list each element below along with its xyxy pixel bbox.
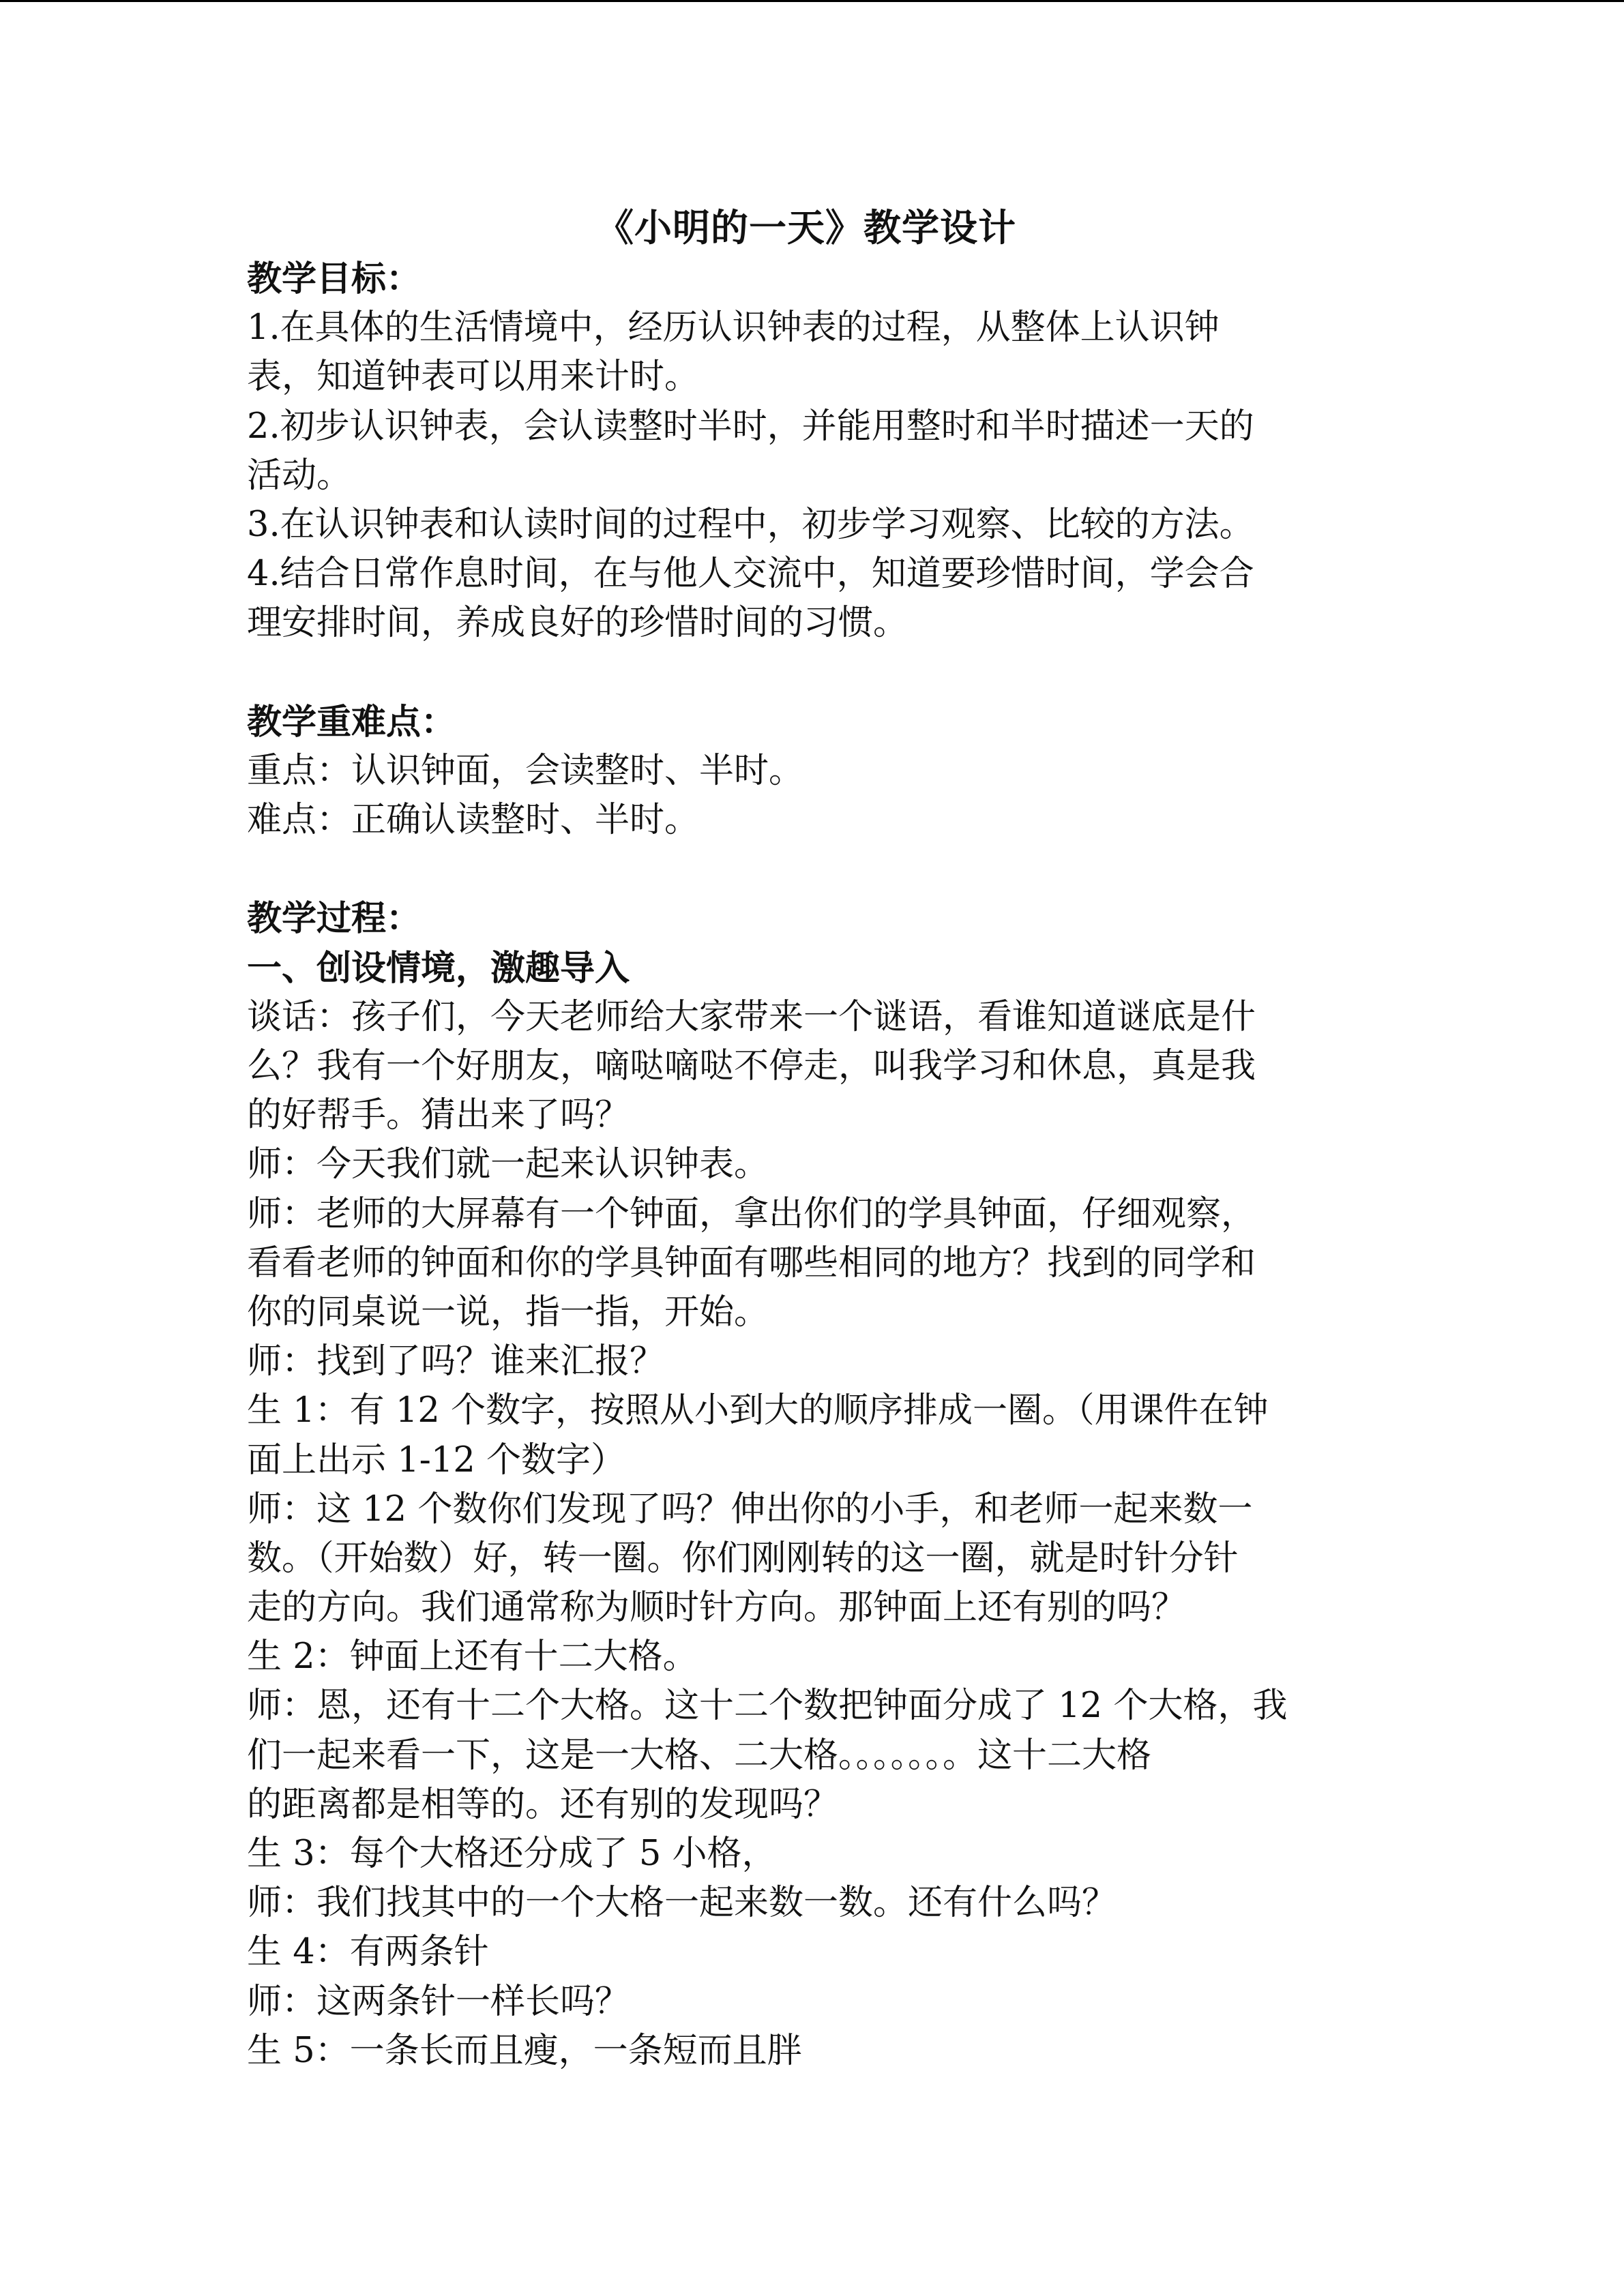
paragraph-line: 2.初步认识钟表，会认读整时半时，并能用整时和半时描述一天的 [247, 406, 1254, 447]
paragraph-line: 生 3：每个大格还分成了 5 小格， [247, 1834, 777, 1874]
subsection-heading: 一、创设情境，激趣导入 [247, 947, 630, 989]
blank-line [247, 845, 1365, 894]
paragraph-line: 们一起来看一下，这是一大格、二大格。。。。。。。这十二大格 [247, 1735, 1152, 1776]
paragraph-line: 师：恩，还有十二个大格。这十二个数把钟面分成了 12 个大格，我 [247, 1686, 1288, 1727]
paragraph-line: 师：老师的大屏幕有一个钟面，拿出你们的学具钟面，仔细观察， [247, 1193, 1256, 1234]
paragraph-line: 师：这两条针一样长吗？ [247, 1981, 630, 2022]
paragraph-line: 的距离都是相等的。还有别的发现吗？ [247, 1784, 839, 1825]
paragraph-line: 数。（开始数）好，转一圈。你们刚刚转的这一圈，就是时针分针 [247, 1538, 1239, 1579]
paragraph-line: 重点：认识钟面，会读整时、半时。 [247, 750, 804, 791]
paragraph-line: 4.结合日常作息时间，在与他人交流中，知道要珍惜时间，学会合 [247, 554, 1254, 595]
paragraph-line: 师：今天我们就一起来认识钟表。 [247, 1144, 769, 1185]
paragraph-line: 谈话：孩子们，今天老师给大家带来一个谜语，看谁知道谜底是什 [247, 996, 1256, 1037]
paragraph-line: 看看老师的钟面和你的学具钟面有哪些相同的地方？找到的同学和 [247, 1242, 1256, 1283]
paragraph-line: 么？我有一个好朋友，嘀哒嘀哒不停走，叫我学习和休息，真是我 [247, 1046, 1256, 1086]
paragraph-line: 面上出示 1-12 个数字） [247, 1440, 625, 1480]
paragraph-line: 3.在认识钟表和认读时间的过程中，初步学习观察、比较的方法。 [247, 504, 1254, 545]
paragraph-line: 师：这 12 个数你们发现了吗？伸出你的小手，和老师一起来数一 [247, 1489, 1253, 1530]
blank-line [247, 648, 1365, 698]
paragraph-line: 生 4：有两条针 [247, 1932, 489, 1973]
paragraph-line: 生 1：有 12 个数字，按照从小到大的顺序排成一圈。（用课件在钟 [247, 1390, 1269, 1431]
paragraph-line: 表，知道钟表可以用来计时。 [247, 357, 700, 398]
paragraph-line: 走的方向。我们通常称为顺时针方向。那钟面上还有别的吗？ [247, 1587, 1187, 1628]
paragraph-line: 活动。 [247, 455, 352, 496]
section-heading-process: 教学过程： [247, 898, 422, 940]
paragraph-line: 1.在具体的生活情境中，经历认识钟表的过程，从整体上认识钟 [247, 308, 1220, 348]
section-heading-key-points: 教学重难点： [247, 701, 456, 743]
paragraph-line: 师：我们找其中的一个大格一起来数一数。还有什么吗？ [247, 1883, 1117, 1924]
document-body [247, 201, 1365, 2076]
paragraph-line: 你的同桌说一说，指一指，开始。 [247, 1292, 769, 1332]
paragraph-line: 生 5：一条长而且瘦，一条短而且胖 [247, 2030, 802, 2071]
paragraph-line: 理安排时间，养成良好的珍惜时间的习惯。 [247, 603, 909, 644]
paragraph-line: 难点：正确认读整时、半时。 [247, 800, 700, 841]
document-title: 《小明的一天》教学设计 [595, 205, 1016, 250]
paragraph-line: 生 2：钟面上还有十二大格。 [247, 1637, 698, 1678]
paragraph-line: 师：找到了吗？谁来汇报？ [247, 1341, 665, 1382]
section-heading-objectives: 教学目标： [247, 258, 422, 299]
paragraph-line: 的好帮手。猜出来了吗？ [247, 1095, 630, 1136]
